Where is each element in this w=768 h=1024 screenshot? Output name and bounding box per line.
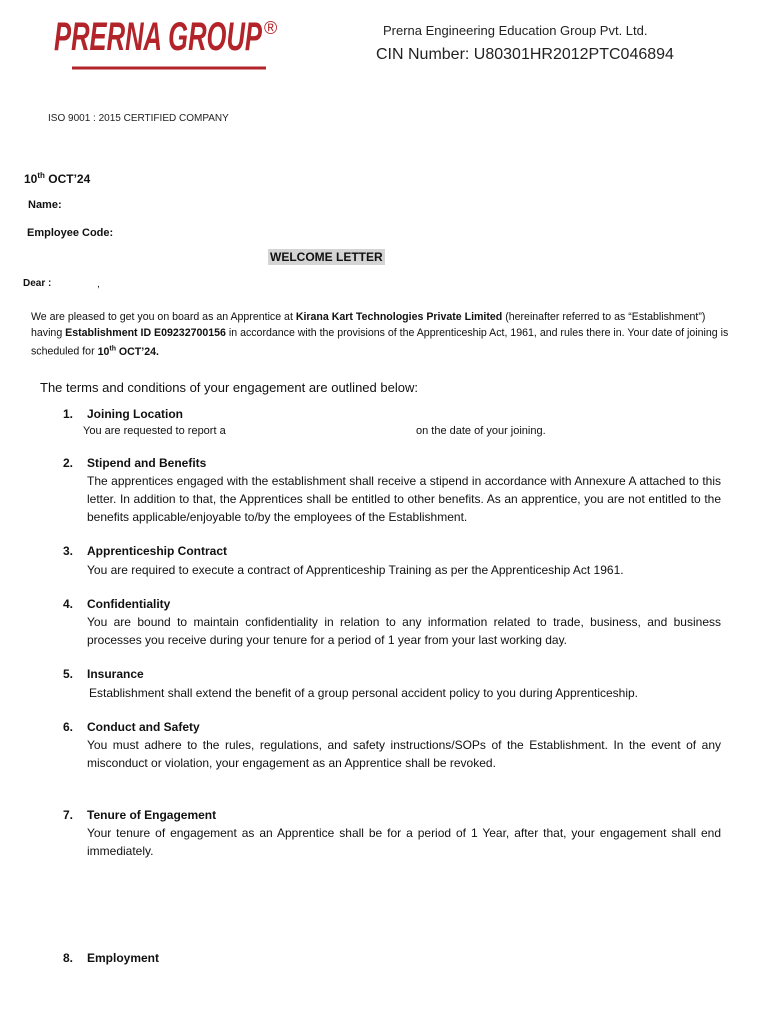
item-number: 7. [63, 808, 74, 822]
svg-text:PRERNA GROUP: PRERNA GROUP [54, 15, 263, 59]
company-name: Prerna Engineering Education Group Pvt. Ltd. [383, 23, 648, 38]
svg-text:®: ® [264, 18, 278, 38]
terms-intro: The terms and conditions of your engagement are outlined below: [40, 380, 418, 395]
item-body: You must adhere to the rules, regulations, and safety instructions/SOPs of the Establishment. In the event of any misconduct or violation, your engagement as an Apprentice shall be revoked. [87, 738, 721, 770]
item-heading: Joining Location [87, 407, 183, 421]
item-number: 3. [63, 544, 74, 558]
item-body: The apprentices engaged with the establishment shall receive a stipend in accordance with Annexure A attached to this letter. In addition to that, the Apprentices shall be entitled to other benefits. As an apprentice, you are not entitled to the benefits applicable/enjoyable to/by the employees of the Establishment. [87, 474, 721, 524]
item-number: 2. [63, 456, 74, 470]
item-heading: Stipend and Benefits [87, 456, 207, 470]
cin-number: CIN Number: U80301HR2012PTC046894 [376, 46, 674, 63]
item-body: Establishment shall extend the benefit of a group personal accident policy to you during Apprenticeship. [89, 686, 639, 700]
item-number: 5. [63, 667, 74, 681]
item-heading: Confidentiality [87, 597, 171, 611]
item-heading: Employment [87, 951, 160, 965]
letter-date: 10th OCT’24 [24, 171, 91, 186]
item-heading: Tenure of Engagement [87, 808, 217, 822]
item-body: You are bound to maintain confidentiality in relation to any information related to trade, business, and business processes you receive during your tenure for a period of 1 year from your last working day. [87, 615, 721, 647]
prerna-group-logo [52, 10, 284, 74]
item-body: Your tenure of engagement as an Apprentice shall be for a period of 1 Year, after that, your engagement shall end immediately. [87, 826, 721, 858]
letter-title: WELCOME LETTER [270, 250, 383, 264]
intro-paragraph: We are pleased to get you on board as an Apprentice at Kirana Kart Technologies Private Limited (hereinafter referred to as “Establishment”) having Establishment ID E09232700156 in accordance with the provisions of the Apprenticeship Act, 1961, and rules there in. Your date of joining is scheduled for 10th OCT’24. [31, 311, 729, 358]
item-heading: Conduct and Safety [87, 720, 200, 734]
item-heading: Insurance [87, 667, 144, 681]
item-number: 4. [63, 597, 74, 611]
name-label: Name: [28, 199, 62, 211]
item-number: 1. [63, 407, 74, 421]
item-number: 8. [63, 951, 74, 965]
dear-label: Dear : [23, 278, 52, 289]
joining-location-text: You are requested to report a [83, 425, 226, 437]
item-number: 6. [63, 720, 74, 734]
item-heading: Apprenticeship Contract [87, 544, 228, 558]
employee-code-label: Employee Code: [27, 227, 114, 239]
joining-location-text-end: on the date of your joining. [416, 425, 546, 437]
iso-certification: ISO 9001 : 2015 CERTIFIED COMPANY [48, 113, 229, 124]
dear-comma: , [97, 279, 100, 290]
item-body: You are required to execute a contract of Apprenticeship Training as per the Apprenticeship Act 1961. [87, 563, 624, 577]
